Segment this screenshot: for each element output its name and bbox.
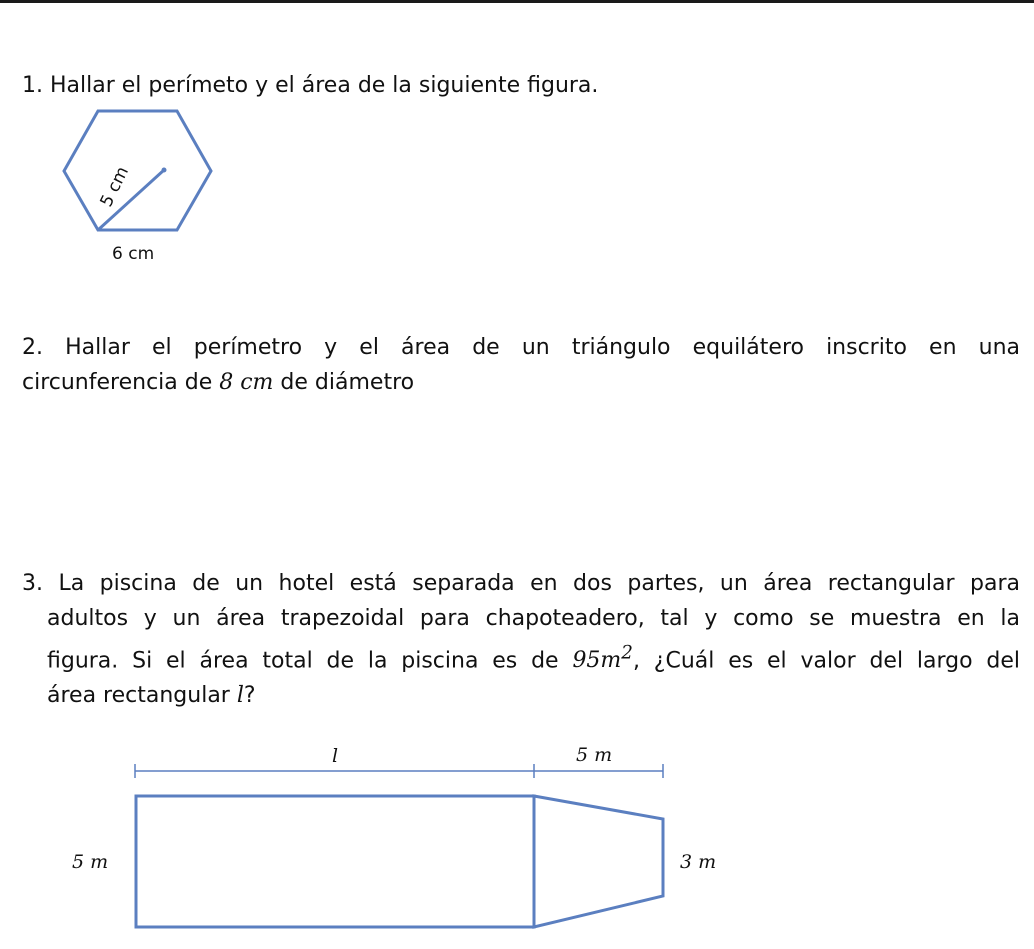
question-1-number: 1.: [22, 73, 43, 98]
question-3-line-3-post: , ¿Cuál es el valor del largo del: [632, 648, 1021, 674]
question-2-diameter: 8 cm: [219, 370, 274, 395]
wading-area-trapezoid: [534, 796, 663, 927]
question-3-area-exponent: 2: [621, 643, 633, 664]
question-2-line-1-text: Hallar el perímetro y el área de un triángulo equilátero inscrito en una: [65, 335, 1021, 360]
question-1-text: Hallar el perímeto y el área de la siguiente figura.: [50, 73, 599, 98]
question-3-line-3-pre: figura. Si el área total de la piscina es de: [47, 648, 573, 674]
adult-area-rectangle: [136, 796, 534, 927]
question-3-line-4-pre: área rectangular: [47, 683, 237, 709]
trapezoid-height-label: 3 m: [680, 851, 717, 873]
rectangle-length-label: l: [332, 745, 339, 767]
question-2-line-2-post: de diámetro: [273, 370, 415, 395]
question-3-line-4-post: ?: [243, 683, 256, 709]
rectangle-height-label: 5 m: [72, 851, 109, 873]
question-3-line-2: adultos y un área trapezoidal para chapoteadero, tal y como se muestra en la: [47, 606, 1020, 631]
hexagon-slant-label: 5 cm: [96, 163, 133, 211]
hexagon-bottom-label: 6 cm: [112, 244, 155, 264]
question-3-area-number: 95m: [572, 648, 622, 674]
question-2-line-2-pre: circunferencia de: [22, 370, 220, 395]
question-3-line-1-text: La piscina de un hotel está separada en dos partes, un área rectangular para: [58, 571, 1020, 596]
question-2-number: 2.: [22, 335, 43, 360]
trapezoid-length-label: 5 m: [576, 744, 613, 766]
question-3-number: 3.: [22, 571, 43, 596]
question-3-length-variable: l: [236, 683, 244, 709]
